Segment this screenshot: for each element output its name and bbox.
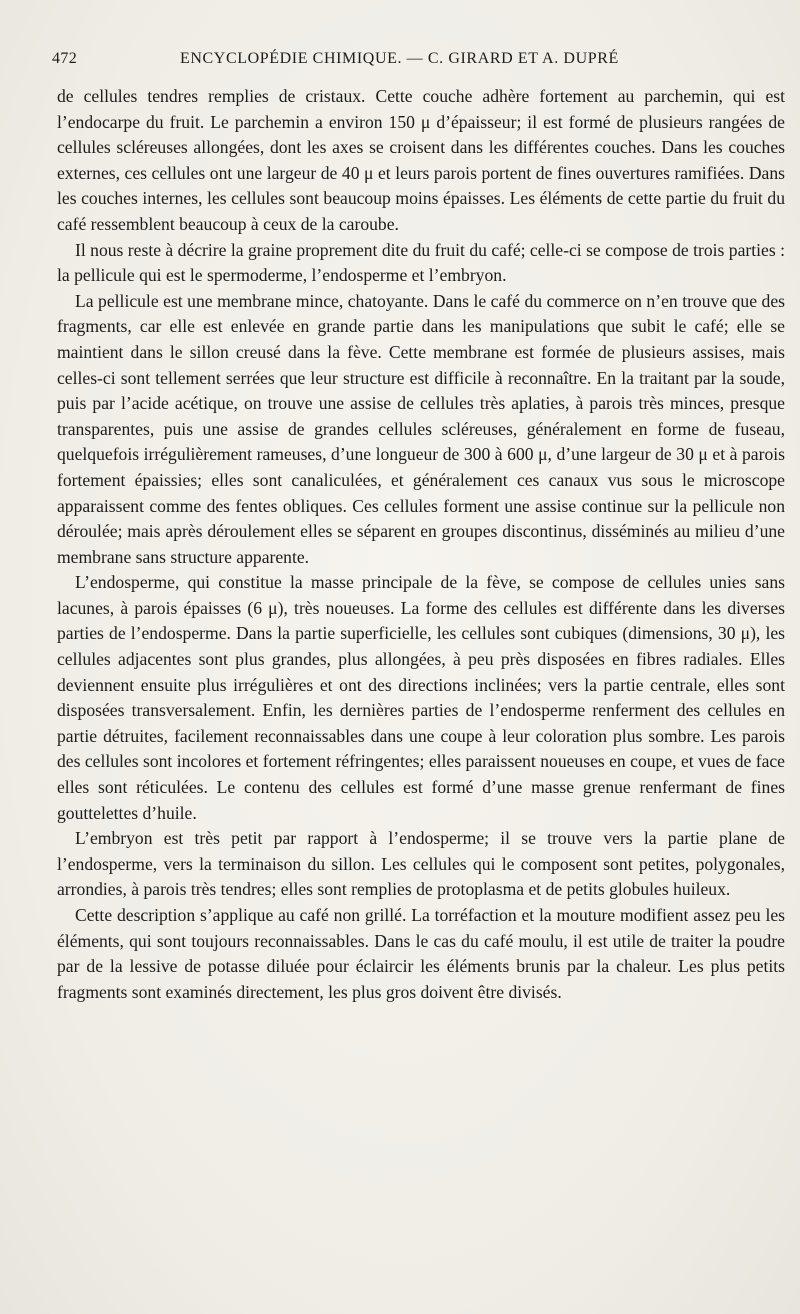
paragraph-graine: Il nous reste à décrire la graine proprement dite du fruit du café; celle-ci se compose de trois parties : la pellicule qui est le spermoderme, l’endosperme et l’embryon.	[57, 239, 785, 286]
body-text	[57, 84, 785, 1005]
page-number: 472	[52, 50, 78, 67]
paragraph-torrefaction: Cette description s’applique au café non grillé. La torréfaction et la mouture modifient assez peu les éléments, qui sont toujours reconnaissables. Dans le cas du café moulu, il est utile de traiter la poudre par de la lessive de potasse diluée pour éclaircir les éléments brunis par la chaleur. Les plus petits fragments sont examinés directement, les plus gros doivent être divisés.	[57, 905, 785, 1002]
running-title: ENCYCLOPÉDIE CHIMIQUE. — C. GIRARD ET A. DUPRÉ	[180, 50, 619, 67]
paragraph-endosperme: L’endosperme, qui constitue la masse principale de la fève, se compose de cellules unies sans lacunes, à parois épaisses (6 μ), très noueuses. La forme des cellules est différente dans les diverses parties de l’endosperme. Dans la partie superficielle, les cellules sont cubiques (dimensions, 30 μ), les cellules adjacentes sont plus grandes, plus allongées, à peu près disposées en fibres radiales. Elles deviennent ensuite plus irrégulières et ont des directions inclinées; vers la partie centrale, elles sont disposées transversalement. Enfin, les dernières parties de l’endosperme renferment des cellules en partie détruites, facilement reconnaissables dans une coupe à leur coloration plus sombre. Les parois des cellules sont incolores et fortement réfringentes; elles paraissent noueuses en coupe, et vues de face elles sont réticulées. Le contenu des cellules est formé d’une masse grenue renfermant de fines gouttelettes d’huile.	[57, 572, 785, 823]
running-head	[52, 50, 778, 74]
paragraph-pellicule: La pellicule est une membrane mince, chatoyante. Dans le café du commerce on n’en trouve que des fragments, car elle est enlevée en grande partie dans les manipulations que subit le café; elle se maintient dans le sillon creusé dans la fève. Cette membrane est formée de plusieurs assises, mais celles-ci sont tellement serrées que leur structure est difficile à reconnaître. En la traitant par la soude, puis par l’acide acétique, on trouve une assise de cellules très aplaties, à parois très minces, presque transparentes, puis une assise de grandes cellules scléreuses, généralement en forme de fuseau, quelquefois irrégulièrement rameuses, d’une longueur de 300 à 600 μ, d’une largeur de 30 μ et à parois fortement épaissies; elles sont canaliculées, et généralement ces canaux vus sous le microscope apparaissent comme des fentes obliques. Ces cellules forment une assise continue sur la pellicule non déroulée; mais après déroulement elles se séparent en groupes discontinus, disséminés au milieu d’une membrane sans structure apparente.	[57, 290, 785, 567]
paragraph-embryon: L’embryon est très petit par rapport à l’endosperme; il se trouve vers la partie plane de l’endosperme, vers la terminaison du sillon. Les cellules qui le composent sont petites, polygonales, arrondies, à parois très tendres; elles sont remplies de protoplasma et de petits globules huileux.	[57, 828, 785, 900]
paragraph-continuation: de cellules tendres remplies de cristaux. Cette couche adhère fortement au parchemin, qui est l’endocarpe du fruit. Le parchemin a environ 150 μ d’épaisseur; il est formé de plusieurs rangées de cellules scléreuses allongées, dont les axes se croisent dans les différentes couches. Dans les couches externes, ces cellules ont une largeur de 40 μ et leurs parois portent de fines ouvertures ramifiées. Dans les couches internes, les cellules sont beaucoup moins épaisses. Les éléments de cette partie du fruit du café ressemblent beaucoup à ceux de la caroube.	[57, 86, 785, 234]
